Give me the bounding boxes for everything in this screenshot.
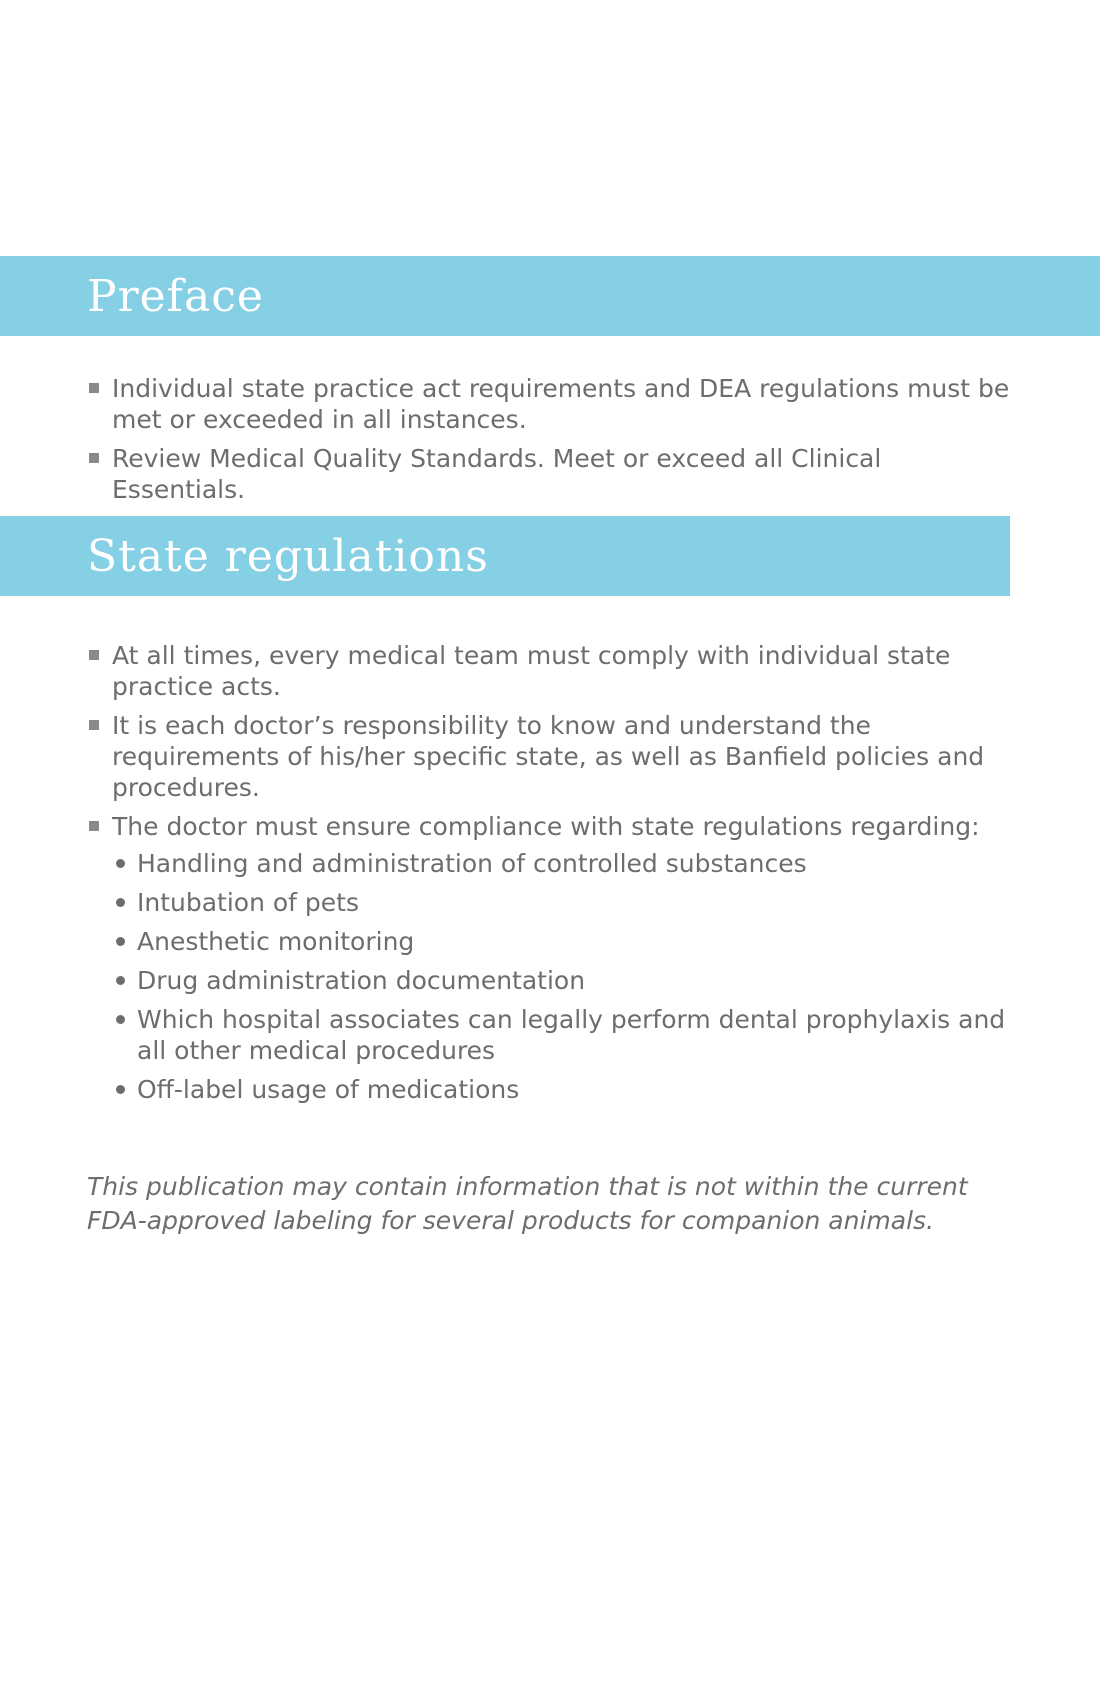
preface-heading: Preface [87, 270, 264, 322]
preface-list [87, 373, 1017, 513]
compliance-subitem [112, 965, 1017, 996]
state-regulations-item-text: At all times, every medical team must comply with individual state practice acts. [112, 641, 951, 701]
square-bullet-icon [89, 383, 99, 393]
state-regulations-item [87, 710, 1017, 803]
square-bullet-icon [89, 453, 99, 463]
compliance-subitem [112, 1004, 1017, 1066]
state-regulations-heading: State regulations [87, 530, 489, 582]
compliance-subitem-text: Handling and administration of controlled substances [137, 849, 807, 878]
preface-item [87, 443, 1017, 505]
compliance-sublist [112, 848, 1017, 1105]
state-regulations-item [87, 640, 1017, 702]
compliance-subitem [112, 887, 1017, 918]
square-bullet-icon [89, 821, 99, 831]
preface-item-text: Individual state practice act requirements and DEA regulations must be met or exceeded in all instances. [112, 374, 1010, 434]
round-bullet-icon [116, 859, 125, 868]
compliance-subitem-text: Which hospital associates can legally perform dental prophylaxis and all other medical procedures [137, 1005, 1006, 1065]
compliance-subitem-text: Drug administration documentation [137, 966, 586, 995]
square-bullet-icon [89, 650, 99, 660]
preface-item-text: Review Medical Quality Standards. Meet or exceed all Clinical Essentials. [112, 444, 882, 504]
round-bullet-icon [116, 898, 125, 907]
preface-item [87, 373, 1017, 435]
state-regulations-item-text: The doctor must ensure compliance with state regulations regarding: [112, 812, 980, 841]
compliance-subitem [112, 1074, 1017, 1105]
state-regulations-list [87, 640, 1017, 1113]
square-bullet-icon [89, 720, 99, 730]
compliance-subitem-text: Intubation of pets [137, 888, 360, 917]
round-bullet-icon [116, 937, 125, 946]
round-bullet-icon [116, 1085, 125, 1094]
compliance-subitem-text: Anesthetic monitoring [137, 927, 415, 956]
state-regulations-item [87, 811, 1017, 1105]
disclaimer-text: This publication may contain information that is not within the current FDA-approved labeling for several products for companion animals. [87, 1172, 968, 1235]
compliance-subitem [112, 926, 1017, 957]
round-bullet-icon [116, 976, 125, 985]
compliance-subitem [112, 848, 1017, 879]
state-regulations-item-text: It is each doctor’s responsibility to know and understand the requirements of his/her specific state, as well as Banfield policies and procedures. [112, 711, 985, 802]
compliance-subitem-text: Off-label usage of medications [137, 1075, 520, 1104]
preface-band [0, 256, 1100, 336]
state-regulations-band [0, 516, 1010, 596]
round-bullet-icon [116, 1015, 125, 1024]
